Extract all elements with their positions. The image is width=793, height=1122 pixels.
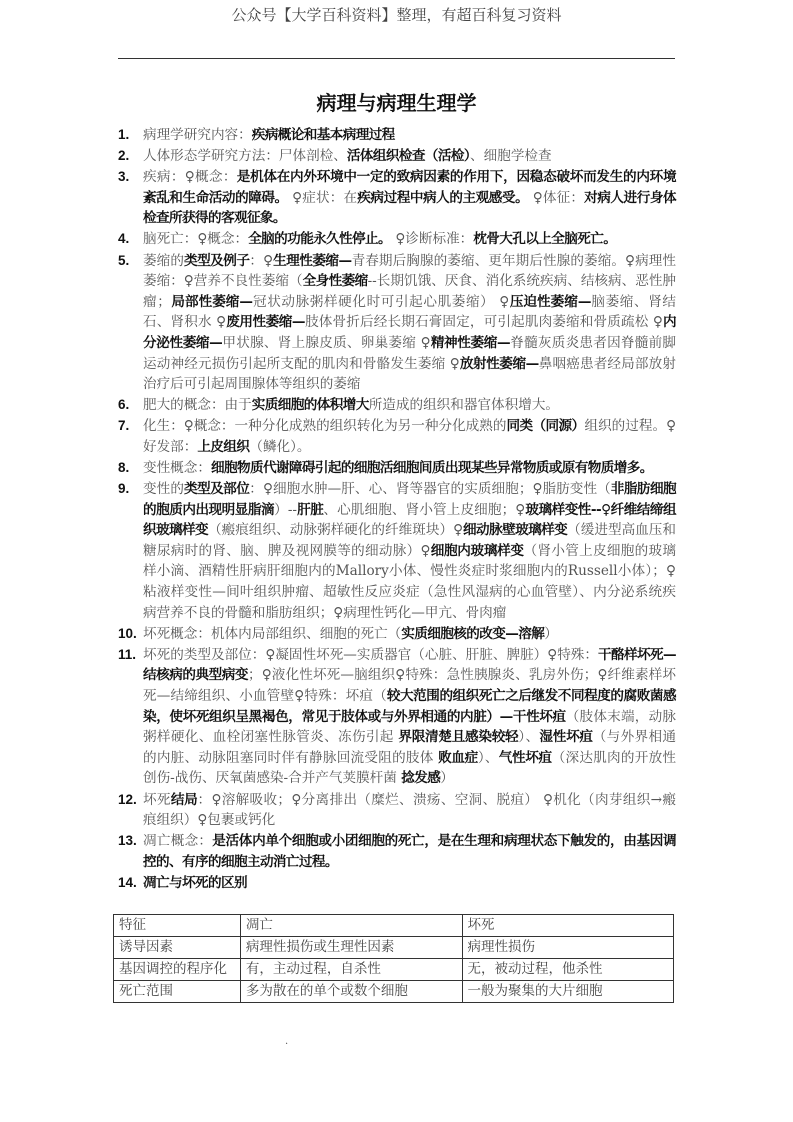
- bold-text: 类型及部位: [183, 481, 250, 498]
- body-text: 甲状腺、肾上腺皮质、卵巢萎缩 ♀: [222, 334, 431, 351]
- item-number: 9.: [118, 481, 130, 497]
- body-text: 变性的: [143, 481, 184, 498]
- bold-text: 凋亡与坏死的区别: [143, 874, 247, 891]
- body-text: ）: [544, 625, 558, 642]
- table-cell: 诱导因素: [114, 937, 241, 959]
- body-text: 萎缩的: [143, 252, 185, 269]
- bold-text: 压迫性萎缩—: [509, 293, 591, 310]
- item-number: 2.: [118, 148, 130, 164]
- bold-text: 干酪样坏死—结核病的典型病变: [143, 646, 676, 684]
- item-number: 6.: [118, 397, 130, 413]
- body-text: 坏死: [143, 791, 171, 808]
- body-text: ）--: [274, 501, 298, 518]
- body-text: ）、: [477, 749, 499, 766]
- bold-text: 对病人进行身体检查所获得的客观征象。: [143, 189, 676, 227]
- bold-text: 实质细胞的体积增大: [251, 397, 369, 414]
- item-number: 8.: [118, 460, 130, 475]
- list-item: [118, 146, 676, 167]
- bold-text: 活体组织检查（活检）: [346, 148, 471, 165]
- bold-text: 捻发感: [401, 770, 441, 787]
- bold-text: 湿性坏疽: [539, 729, 593, 746]
- body-text: 青春期后胸腺的萎缩、更年期后性腺的萎缩。♀病理性萎缩：♀营养不良性萎缩（: [143, 252, 677, 290]
- body-text: 化生：♀概念：一种分化成熟的组织转化为另一种分化成熟的: [143, 418, 507, 435]
- bold-text: 精神性萎缩—: [430, 334, 510, 351]
- bold-text: 枕骨大孔以上全脑死亡。: [473, 231, 617, 248]
- body-text: （缓进型高血压和糖尿病时的肾、脑、脾及视网膜等的细动脉）♀: [143, 522, 677, 559]
- bold-text: 是活体内单个细胞或小团细胞的死亡，是在生理和病理状态下触发的，由基因调控的、有序的细胞主动消亡过程。: [143, 833, 677, 870]
- bold-text: 肝脏: [297, 501, 324, 518]
- body-text: 人体形态学研究方法：尸体剖检、: [143, 148, 347, 165]
- table-cell: 基因调控的程序化: [114, 959, 241, 981]
- item-number: 12.: [118, 791, 137, 807]
- body-text: 组织的过程。♀好发部：: [143, 418, 677, 455]
- table-cell: 一般为聚集的大片细胞: [462, 981, 673, 1003]
- item-number: 5.: [118, 252, 130, 268]
- list-item: [118, 479, 676, 623]
- table-row: [114, 937, 674, 959]
- item-number: 14.: [118, 874, 137, 890]
- body-text: 坏死的类型及部位：♀凝固性坏死—实质器官（心脏、肝脏、脾脏）♀特殊：: [143, 646, 599, 663]
- body-text: （肾小管上皮细胞的玻璃样小滴、酒精性肝病肝细胞内的Mallory小体、慢性炎症时浆细胞内的Russell小体）；♀粘液样变性—间叶组织肿瘤、超敏性反应炎症（急性风湿病的心血管壁）、内分泌系统疾病营养不良的骨髓和脂肪组织；♀病理性钙化—甲亢、骨肉瘤: [143, 542, 676, 621]
- body-text: 脑死亡：♀概念：: [143, 231, 249, 248]
- bold-text: 同类（同源）: [506, 418, 585, 435]
- bold-text: 较大范围的组织死亡之后继发不同程度的腐败菌感染，使坏死组织呈黑褐色，常见于肢体或与外界相通的内脏）—干性坏疽: [143, 688, 676, 725]
- table-cell: 多为散在的单个或数个细胞: [240, 981, 462, 1003]
- bold-text: 败血症: [438, 749, 478, 766]
- body-text: ：♀溶解吸收；♀分离排出（糜烂、溃疡、空洞、脱疽） ♀机化（肉芽组织→瘢痕组织）♀包裹或钙化: [143, 791, 676, 829]
- bold-text: 局部性萎缩—: [170, 293, 253, 310]
- bold-text: 全脑的功能永久性停止。: [248, 231, 392, 248]
- item-number: 3.: [118, 169, 130, 185]
- item-number: 13.: [118, 833, 137, 849]
- body-text: 肥大的概念：由于: [143, 397, 252, 414]
- body-text: --长期饥饿、厌食、消化系统疾病、结核病、恶性肿瘤；: [143, 273, 677, 310]
- bold-text: 是机体在内外环境中一定的致病因素的作用下，因稳态破坏而发生的内环境紊乱和生命活动的障碍。: [143, 169, 676, 206]
- body-text: ）、: [518, 729, 540, 746]
- list-item: [118, 624, 676, 645]
- table-cell: 死亡范围: [114, 981, 241, 1003]
- bold-text: 生理性萎缩—: [273, 252, 352, 269]
- table-cell: 坏死: [462, 915, 673, 937]
- list-item: [118, 790, 676, 831]
- body-text: 肢体骨折后经长期石膏固定，可引起肌肉萎缩和骨质疏松 ♀: [304, 314, 664, 331]
- body-text: 病理学研究内容：: [143, 127, 252, 143]
- bold-text: 界限清楚且感染较轻: [398, 729, 519, 746]
- item-number: 10.: [118, 625, 137, 641]
- body-text: ♀体征：: [528, 189, 585, 206]
- bold-text: 疾病概论和基本病理过程: [251, 127, 395, 143]
- body-text: 坏死概念：机体内局部组织、细胞的死亡（: [143, 625, 402, 642]
- bold-text: 放射性萎缩—: [459, 355, 539, 372]
- body-text: 变性概念：: [143, 460, 211, 476]
- body-text: 冠状动脉粥样硬化时可引起心肌萎缩） ♀: [252, 293, 510, 310]
- list-item: [118, 229, 676, 250]
- item-number: 4.: [118, 231, 130, 247]
- body-text: （鳞化）。: [249, 438, 311, 455]
- list-item: [118, 416, 676, 457]
- body-text: ）: [440, 770, 454, 787]
- list-item: [118, 395, 676, 416]
- list-item: [118, 167, 676, 229]
- bold-text: 实质细胞核的改变—溶解: [401, 625, 545, 642]
- body-text: 凋亡概念：: [143, 833, 213, 850]
- document-title: 病理与病理生理学: [316, 91, 477, 115]
- bold-text: 疾病过程中病人的主观感受。: [357, 189, 529, 206]
- body-text: （与外界相通的内脏、动脉阻塞同时伴有静脉回流受阻的肢体: [143, 729, 676, 766]
- body-text: 、细胞学检查: [470, 148, 552, 165]
- body-text: 、心肌细胞、肾小管上皮细胞；♀: [323, 501, 526, 518]
- bold-text: 内分泌性萎缩—: [143, 314, 677, 351]
- bold-text: 结局: [170, 791, 198, 808]
- list-item: [118, 125, 676, 146]
- body-text: 鼻咽癌患者经局部放射治疗后可引起周围腺体等组织的萎缩: [143, 355, 676, 393]
- table-cell: 有，主动过程，自杀性: [240, 959, 462, 981]
- list-item: [118, 645, 676, 789]
- page-header: 公众号【大学百科资料】整理，有超百科复习资料: [231, 6, 562, 24]
- body-text: ♀诊断标准：: [391, 231, 474, 248]
- footer-dot: .: [285, 1036, 289, 1047]
- bold-text: 细动脉壁玻璃样变: [463, 522, 568, 539]
- table-row: [114, 981, 674, 1003]
- item-number: 11.: [118, 646, 137, 662]
- bold-text: 废用性萎缩—: [226, 314, 305, 331]
- bold-text: 非脂肪细胞的胞质内出现明显脂滴: [143, 481, 677, 518]
- bold-text: 气性坏疽: [498, 749, 552, 766]
- item-number: 1.: [118, 127, 130, 142]
- bold-text: 全身性萎缩: [302, 273, 368, 290]
- list-item: [118, 458, 676, 479]
- body-text: 脊髓灰质炎患者因脊髓前脚运动神经元损伤引起所支配的肌肉和骨骼发生萎缩 ♀: [143, 334, 677, 372]
- table-cell: 特征: [114, 915, 241, 937]
- body-text: 所造成的组织和器官体积增大。: [368, 397, 560, 414]
- header-divider: [118, 58, 675, 59]
- list-item: [118, 831, 676, 872]
- body-text: ♀症状：在: [287, 189, 358, 206]
- bold-text: 细胞内玻璃样变: [430, 542, 524, 559]
- body-text: （深达肌肉的开放性创伤-战伤、厌氧菌感染-合并产气荚膜杆菌: [143, 749, 676, 787]
- bold-text: 上皮组织: [197, 438, 250, 455]
- table-cell: 无，被动过程，他杀性: [462, 959, 673, 981]
- item-number: 7.: [118, 418, 130, 434]
- body-text: ；♀液化性坏死—脑组织♀特殊：急性胰腺炎、乳房外伤；♀纤维素样坏死—结缔组织、小血管壁♀特殊：坏疽（: [143, 667, 676, 705]
- list-item: [118, 873, 676, 894]
- body-text: ：♀细胞水肿—肝、心、肾等器官的实质细胞；♀脂肪变性（: [249, 481, 611, 498]
- table-cell: 凋亡: [240, 915, 462, 937]
- table-cell: 病理性损伤或生理性因素: [240, 937, 462, 959]
- body-text: （肢体末端，动脉粥样硬化、血栓闭塞性脉管炎、冻伤引起: [143, 708, 676, 746]
- bold-text: 细胞物质代谢障碍引起的细胞活细胞间质出现某些异常物质或原有物质增多。: [210, 460, 653, 476]
- bold-text: 类型及例子: [184, 252, 250, 269]
- table-header-row: [114, 915, 674, 937]
- body-text: （瘢痕组织、动脉粥样硬化的纤维斑块）♀: [208, 522, 464, 539]
- body-text: 脑萎缩、肾结石、肾积水 ♀: [143, 293, 676, 331]
- table-cell: 病理性损伤: [462, 937, 673, 959]
- comparison-table: [113, 914, 674, 1003]
- body-text: 疾病：♀概念：: [143, 169, 237, 186]
- bold-text: 玻璃样变性--♀纤维结缔组织玻璃样变: [143, 501, 677, 539]
- list-item: [118, 251, 676, 395]
- numbered-list: [118, 125, 676, 894]
- body-text: ：♀: [249, 252, 274, 269]
- table-row: [114, 959, 674, 981]
